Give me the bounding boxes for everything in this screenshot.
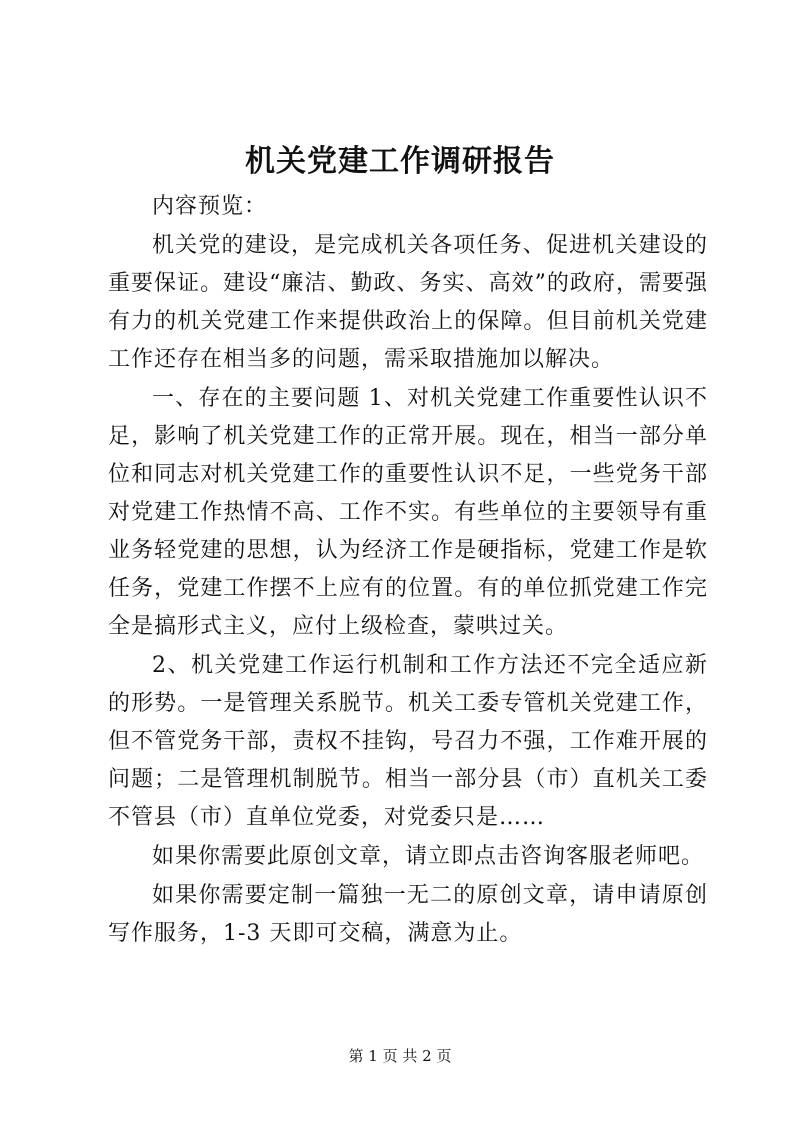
paragraph-problem-1: 一、存在的主要问题 1、对机关党建工作重要性认识不足，影响了机关党建工作的正常开展。现在，相当一部分单位和同志对机关党建工作的重要性认识不足，一些党务干部对党建工作热情不高、工作不实。有些单位的主要领导有重业务轻党建的思想，认为经济工作是硬指标，党建工作是软任务，党建工作摆不上应有的位置。有的单位抓党建工作完全是搞形式主义，应付上级检查，蒙哄过关。 [108, 386, 708, 639]
document-body [108, 188, 708, 954]
paragraph-contact-service: 如果你需要此原创文章，请立即点击咨询客服老师吧。 [152, 844, 705, 869]
page-number: 第 1 页 共 2 页 [348, 1047, 452, 1065]
paragraph-custom-writing: 如果你需要定制一篇独一无二的原创文章，请申请原创写作服务，1-3 天即可交稿，满意为止。 [108, 883, 708, 946]
paragraph-intro: 机关党的建设，是完成机关各项任务、促进机关建设的重要保证。建设“廉洁、勤政、务实、高效”的政府，需要强有力的机关党建工作来提供政治上的保障。但目前机关党建工作还存在相当多的问题，需采取措施加以解决。 [108, 233, 708, 372]
paragraph-problem-2: 2、机关党建工作运行机制和工作方法还不完全适应新的形势。一是管理关系脱节。机关工委专管机关党建工作，但不管党务干部，责权不挂钩，号召力不强，工作难开展的问题；二是管理机制脱节。相当一部分县（市）直机关工委不管县（市）直单位党委，对党委只是…… [108, 653, 708, 830]
paragraph-preview-label: 内容预览： [152, 194, 268, 219]
page-title: 机关党建工作调研报告 [245, 144, 555, 179]
